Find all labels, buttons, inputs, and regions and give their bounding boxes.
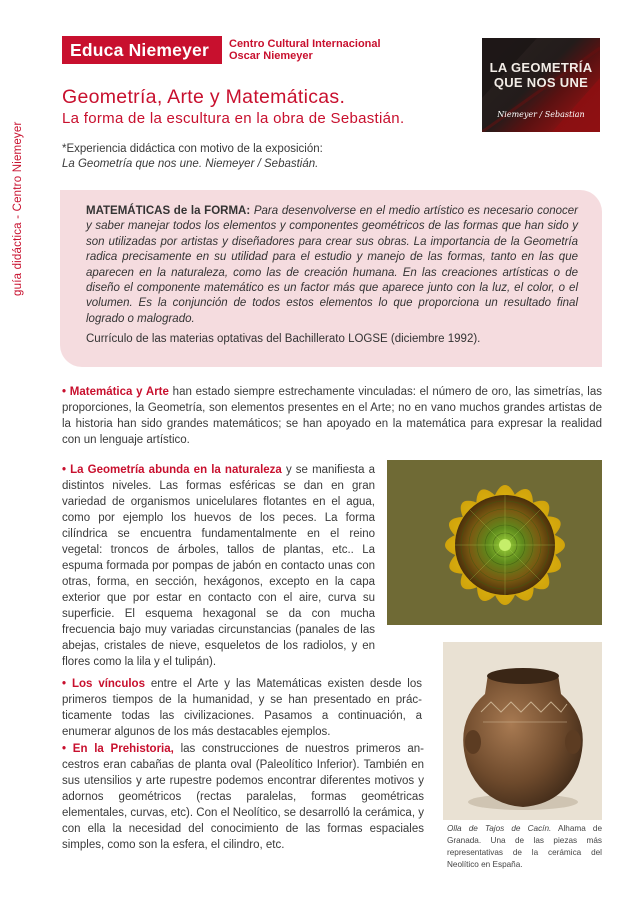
paragraph-body: han estado siempre estrechamente vinculadas: el número de oro, las simetrías, las proporciones, la Geometría, son elementos presentes en el Arte; no en vano muchos grandes artistas de la historia han sido grandes matemáticos; se han apoyado en la matemática para expresar la realidad con un lenguaje artístico. xyxy=(62,386,602,446)
page-title: Geometría, Arte y Matemáticas. xyxy=(62,86,346,108)
image-caption xyxy=(447,823,602,871)
neolithic-pot-drawing xyxy=(443,642,602,820)
cover-title: LA GEOMETRÍA QUE NOS UNE xyxy=(489,60,593,90)
brand-logo: Educa Niemeyer xyxy=(62,36,222,64)
quote-lead: MATEMÁTICAS de la FORMA: xyxy=(86,205,251,217)
paragraph-lead: • Los vínculos xyxy=(62,678,145,690)
paragraph-lead: • La Geometría abunda en la naturaleza xyxy=(62,464,282,476)
exhibition-note xyxy=(62,142,323,172)
quote-source: Currículo de las materias optativas del Bachillerato LOGSE (diciembre 1992). xyxy=(86,333,481,346)
paragraph-body: las construcciones de nuestros primeros ancestros eran cabañas de planta oval (Paleolítico Inferior). También en sus utensilios y arte rupestre podemos encontrar diferentes motivos y adornos geométricos (rectas paralelas, formas geométricas elementales, curvas, etc). Con el Neolítico, se desarrolló la cerámica, y con ella la necesidad del conocimiento de las formas espaciales simples, como son la esfera, el cilindro, etc. xyxy=(62,743,424,851)
exhibition-cover-image xyxy=(482,38,600,132)
brand-sub-line1: Centro Cultural Internacional xyxy=(229,38,381,50)
quote-text xyxy=(86,204,578,327)
neolithic-pot-image xyxy=(443,642,602,820)
brand-subtitle xyxy=(229,38,381,62)
paragraph-prehistory xyxy=(62,741,424,853)
exhibition-note-text: *Experiencia didáctica con motivo de la exposición: xyxy=(62,143,323,155)
paragraph-math-art xyxy=(62,384,602,448)
paragraph-nature-geometry xyxy=(62,462,375,670)
sunflower-image xyxy=(387,460,602,625)
exhibition-note-name: La Geometría que nos une. Niemeyer / Sebastián. xyxy=(62,158,319,170)
paragraph-lead: • En la Prehistoria, xyxy=(62,743,174,755)
quote-body: Para desenvolverse en el medio artístico es necesario conocer y saber manejar todos los elementos y componentes geométricos de las formas que han sido y son utilizadas por artistas y diseñadores para crear sus obras. La importancia de la Geometría radica precisamente en su utilidad para el estudio y manejo de las formas, tanto en las que aparecen en la naturaleza, como las de creación humana. En las creaciones artísticas o de diseño el componente matemático es un factor más que aparece junto con la luz, el color, o el volumen. Es la conjunción de todos estos elementos lo que proporciona un resultado final logrado o malogrado. xyxy=(86,205,578,325)
curriculum-quote-box xyxy=(60,190,602,367)
paragraph-lead: • Matemática y Arte xyxy=(62,386,169,398)
cover-signature: Niemeyer / Sebastian xyxy=(497,110,585,119)
brand-sub-line2: Oscar Niemeyer xyxy=(229,50,313,62)
paragraph-body: y se manifiesta a distintos niveles. Las formas esféricas se dan en gran variedad de organismos unicelulares flotantes en el agua, como por ejemplo los huevos de los peces. La forma cilíndrica se encuentra fundamentalmente en el reino vegetal: troncos de árboles, tallos de plantas, etc.. La espuma formada por pompas de jabón en contacto unas con otras, forma, en sección, hexágonos, excepto en la capa exterior que por estar en contacto con el aire, curva su superficie. El esquema hexagonal se da con mucha frecuencia bajo muy variadas circunstancias (panales de las abejas, cristales de nieve, esqueletos de los radiolos, y en flores como la lila y el tulipán). xyxy=(62,464,375,668)
page-subtitle: La forma de la escultura en la obra de Sebastián. xyxy=(62,110,405,127)
caption-title: Olla de Tajos de Cacín. xyxy=(447,824,552,833)
paragraph-body: entre el Arte y las Matemáticas existen desde los primeros tiempos de la humanidad, y se han presentado en prácticamente todas las civilizaciones. Pasamos a continuación, a enumerar algunos de los más destacables ejemplos. xyxy=(62,678,422,738)
paragraph-links xyxy=(62,676,422,740)
sunflower-drawing xyxy=(387,460,602,625)
caption-text: Alhama de Granada. Una de las piezas más representativas de la cerámica del Neolítico en España. xyxy=(447,824,602,869)
side-label: guía didáctica - Centro Niemeyer xyxy=(12,121,24,296)
